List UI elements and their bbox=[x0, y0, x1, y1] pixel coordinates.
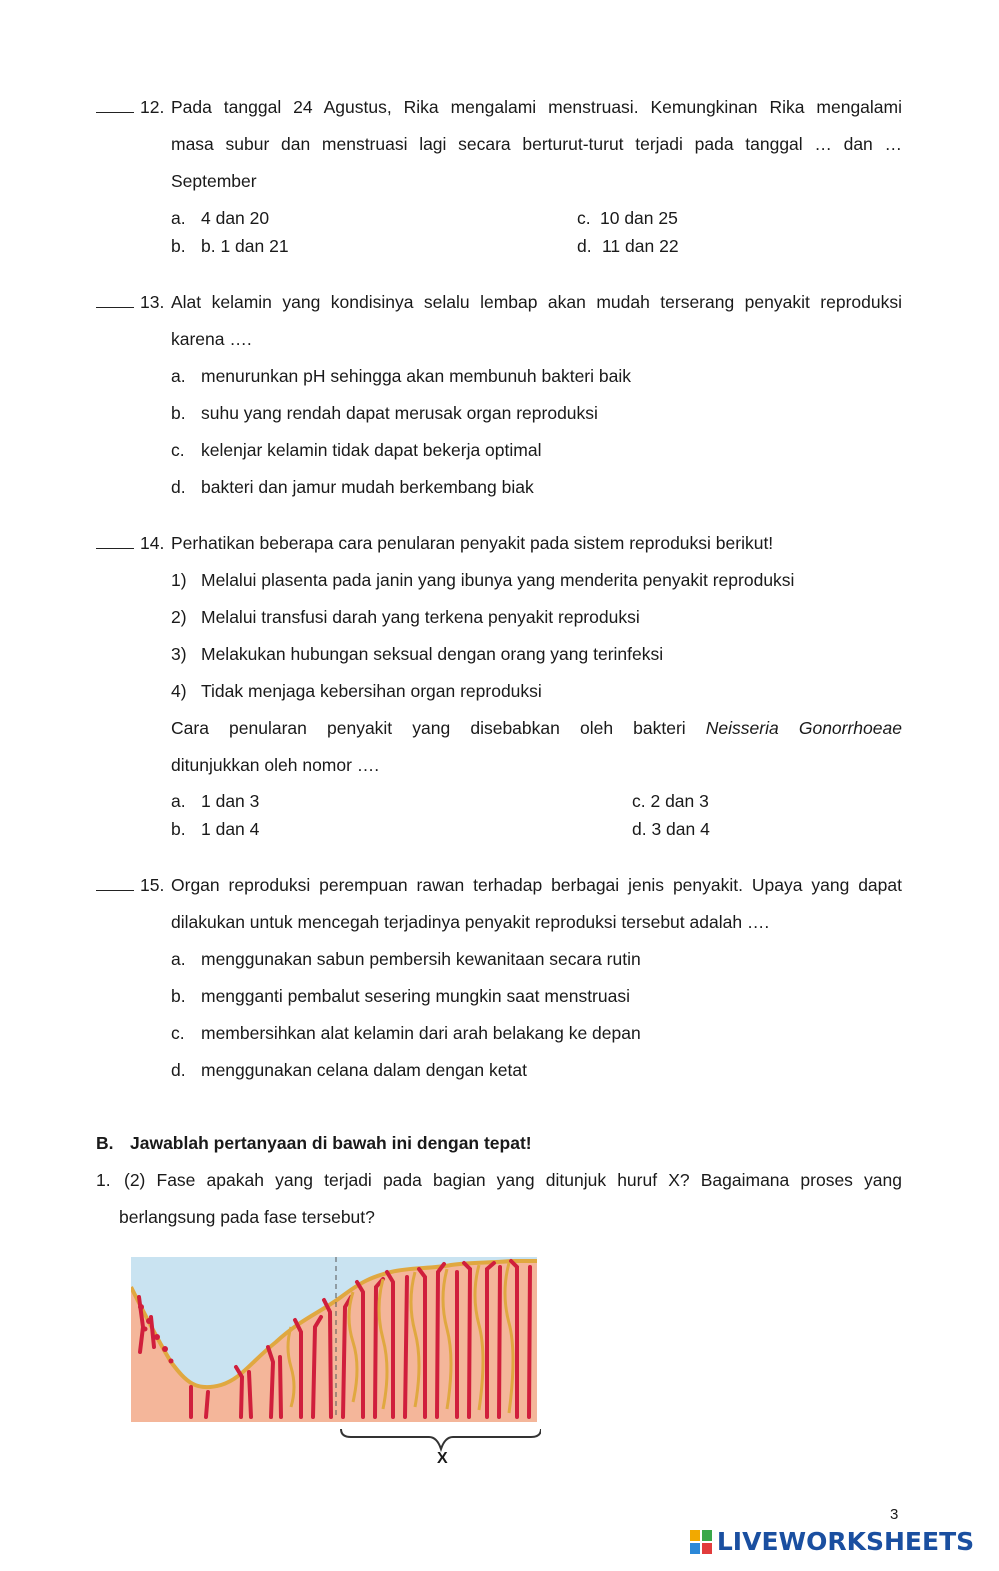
answer-blank-15[interactable] bbox=[96, 876, 134, 891]
question-text-line: karena …. bbox=[171, 329, 252, 349]
option-letter: c. bbox=[577, 208, 591, 228]
option-a[interactable]: menggunakan sabun pembersih kewanitaan secara rutin bbox=[201, 949, 641, 969]
liveworksheets-logo bbox=[690, 1527, 974, 1556]
option-letter: b. bbox=[171, 403, 186, 423]
question-text-line: Pada tanggal 24 Agustus, Rika mengalami menstruasi. Kemungkinan Rika mengalami bbox=[171, 97, 902, 117]
endometrium-figure bbox=[131, 1257, 541, 1472]
option-d[interactable]: d. 3 dan 4 bbox=[632, 819, 710, 839]
bacteria-name: Neisseria Gonorrhoeae bbox=[705, 718, 902, 738]
option-letter: b. bbox=[171, 236, 186, 256]
question-number: 13. bbox=[140, 292, 165, 312]
option-d[interactable]: menggunakan celana dalam dengan ketat bbox=[201, 1060, 527, 1080]
option-letter: c. bbox=[171, 440, 185, 460]
list-item-number: 2) bbox=[171, 607, 187, 627]
answer-blank-14[interactable] bbox=[96, 534, 134, 549]
page-number: 3 bbox=[890, 1506, 899, 1523]
question-number: 14. bbox=[140, 533, 165, 553]
section-heading: Jawablah pertanyaan di bawah ini dengan tepat! bbox=[130, 1133, 532, 1153]
option-letter: a. bbox=[171, 208, 186, 228]
option-b[interactable]: b. 1 dan 21 bbox=[201, 236, 289, 256]
list-item-number: 1) bbox=[171, 570, 187, 590]
option-b[interactable]: 1 dan 4 bbox=[201, 819, 260, 839]
figure-label-x: X bbox=[437, 1450, 448, 1467]
option-c[interactable]: kelenjar kelamin tidak dapat bekerja optimal bbox=[201, 440, 542, 460]
section-letter: B. bbox=[96, 1133, 114, 1153]
logo-icon bbox=[690, 1530, 712, 1554]
option-letter: b. bbox=[171, 986, 186, 1006]
question-text-line: masa subur dan menstruasi lagi secara berturut-turut terjadi pada tanggal … dan … bbox=[171, 134, 902, 154]
question-stem bbox=[171, 718, 902, 739]
question-text-line: September bbox=[171, 171, 257, 191]
list-item-number: 4) bbox=[171, 681, 187, 701]
option-letter: d. bbox=[171, 477, 186, 497]
option-letter: a. bbox=[171, 949, 186, 969]
list-item-number: 3) bbox=[171, 644, 187, 664]
question-text-line: Perhatikan beberapa cara penularan penyakit pada sistem reproduksi berikut! bbox=[171, 533, 774, 553]
option-letter: a. bbox=[171, 366, 186, 386]
option-letter: d. bbox=[171, 1060, 186, 1080]
essay-question-number: 1. bbox=[96, 1170, 111, 1190]
option-letter: a. bbox=[171, 791, 186, 811]
option-b[interactable]: mengganti pembalut sesering mungkin saat menstruasi bbox=[201, 986, 630, 1006]
option-a[interactable]: 4 dan 20 bbox=[201, 208, 270, 228]
option-d[interactable]: bakteri dan jamur mudah berkembang biak bbox=[201, 477, 534, 497]
logo-text: LIVEWORKSHEETS bbox=[716, 1527, 975, 1556]
question-stem-line: ditunjukkan oleh nomor …. bbox=[171, 755, 380, 775]
question-text-line: Alat kelamin yang kondisinya selalu lembap akan mudah terserang penyakit reproduksi bbox=[171, 292, 902, 312]
option-letter: c. bbox=[171, 1023, 185, 1043]
essay-question-text: berlangsung pada fase tersebut? bbox=[119, 1207, 375, 1227]
question-text-line: dilakukan untuk mencegah terjadinya penyakit reproduksi tersebut adalah …. bbox=[171, 912, 770, 932]
option-letter: b. bbox=[171, 819, 186, 839]
answer-blank-12[interactable] bbox=[96, 98, 134, 113]
list-item: Tidak menjaga kebersihan organ reproduksi bbox=[201, 681, 542, 701]
answer-blank-13[interactable] bbox=[96, 293, 134, 308]
option-c[interactable]: membersihkan alat kelamin dari arah belakang ke depan bbox=[201, 1023, 641, 1043]
question-number: 12. bbox=[140, 97, 165, 117]
question-text-line: Organ reproduksi perempuan rawan terhadap berbagai jenis penyakit. Upaya yang dapat bbox=[171, 875, 902, 895]
list-item: Melakukan hubungan seksual dengan orang yang terinfeksi bbox=[201, 644, 664, 664]
option-b[interactable]: suhu yang rendah dapat merusak organ reproduksi bbox=[201, 403, 598, 423]
question-number: 15. bbox=[140, 875, 165, 895]
option-c[interactable]: 10 dan 25 bbox=[600, 208, 678, 228]
list-item: Melalui plasenta pada janin yang ibunya yang menderita penyakit reproduksi bbox=[201, 570, 795, 590]
option-a[interactable]: menurunkan pH sehingga akan membunuh bakteri baik bbox=[201, 366, 631, 386]
option-c[interactable]: c. 2 dan 3 bbox=[632, 791, 709, 811]
stem-text: Cara penularan penyakit yang disebabkan oleh bakteri bbox=[171, 718, 686, 738]
option-d[interactable]: 11 dan 22 bbox=[602, 236, 679, 256]
list-item: Melalui transfusi darah yang terkena penyakit reproduksi bbox=[201, 607, 640, 627]
option-a[interactable]: 1 dan 3 bbox=[201, 791, 260, 811]
essay-question-text: (2) Fase apakah yang terjadi pada bagian yang ditunjuk huruf X? Bagaimana proses yang bbox=[124, 1170, 902, 1190]
option-letter: d. bbox=[577, 236, 592, 256]
brace-marker bbox=[341, 1429, 541, 1449]
